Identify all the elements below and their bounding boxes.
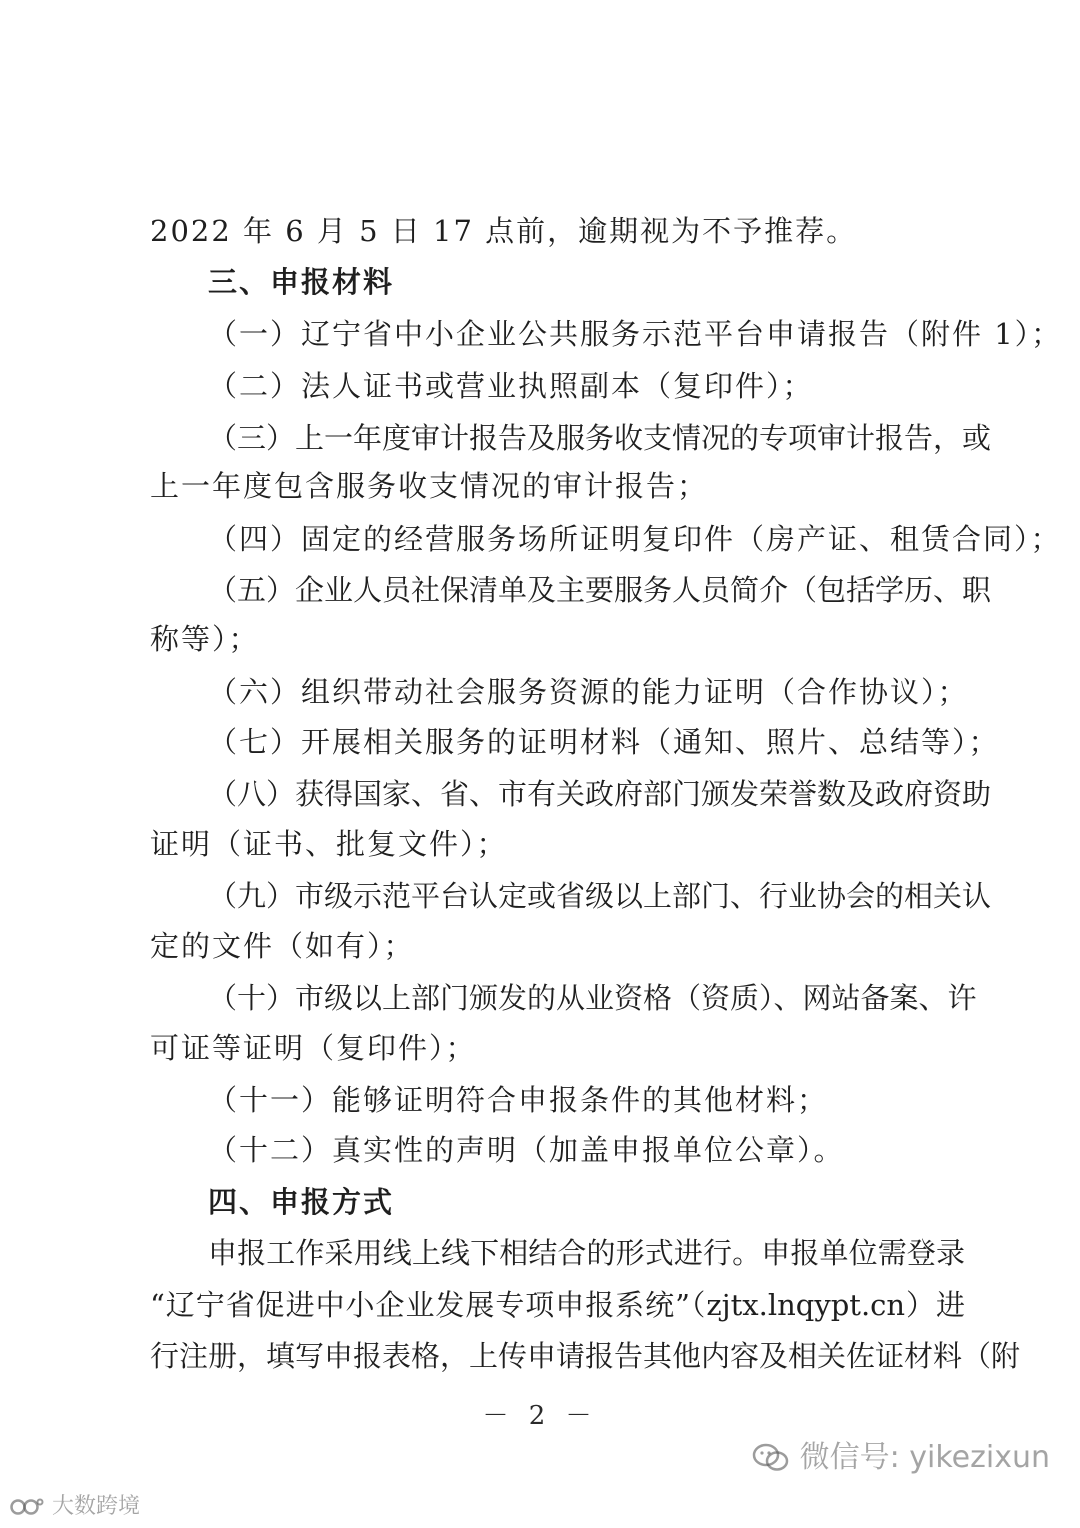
list-item-12: （十二）真实性的声明（加盖申报单位公章）。 bbox=[208, 1133, 845, 1167]
list-item-5: （五）企业人员社保清单及主要服务人员简介（包括学历、职 bbox=[208, 573, 992, 607]
list-item-2: （二）法人证书或营业执照副本（复印件）； bbox=[208, 369, 814, 403]
paragraph-line: “辽宁省促进中小企业发展专项申报系统”（zjtx.lnqypt.cn）进 bbox=[150, 1288, 965, 1322]
list-item-9-continued: 定的文件（如有）； bbox=[150, 929, 415, 963]
wechat-id-label: 微信号: yikezixun bbox=[799, 1440, 1050, 1475]
page-number: － 2 － bbox=[482, 1401, 598, 1431]
list-item-10-continued: 可证等证明（复印件）； bbox=[150, 1031, 477, 1065]
list-item-11: （十一）能够证明符合申报条件的其他材料； bbox=[208, 1083, 829, 1117]
list-item-3: （三）上一年度审计报告及服务收支情况的专项审计报告，或 bbox=[208, 421, 992, 455]
list-item-7: （七）开展相关服务的证明材料（通知、照片、总结等）； bbox=[208, 725, 1000, 759]
brand-label: 大数跨境 bbox=[52, 1494, 141, 1519]
paragraph-line: 申报工作采用线上线下相结合的形式进行。申报单位需登录 bbox=[208, 1236, 965, 1270]
paragraph-line: 2022 年 6 月 5 日 17 点前，逾期视为不予推荐。 bbox=[150, 214, 858, 248]
list-item-6: （六）组织带动社会服务资源的能力证明（合作协议）； bbox=[208, 675, 969, 709]
list-item-3-continued: 上一年度包含服务收支情况的审计报告； bbox=[150, 469, 709, 503]
list-item-1: （一）辽宁省中小企业公共服务示范平台申请报告（附件 1）； bbox=[208, 317, 1063, 351]
paragraph-line: 行注册，填写申报表格，上传申请报告其他内容及相关佐证材料（附 bbox=[150, 1339, 1021, 1373]
brand-logo-icon bbox=[10, 1496, 44, 1518]
list-item-5-continued: 称等）； bbox=[150, 622, 260, 656]
list-item-4: （四）固定的经营服务场所证明复印件（房产证、租赁合同）； bbox=[208, 522, 1062, 556]
wechat-icon bbox=[752, 1443, 790, 1473]
list-item-10: （十）市级以上部门颁发的从业资格（资质）、网站备案、许 bbox=[208, 981, 977, 1015]
list-item-9: （九）市级示范平台认定或省级以上部门、行业协会的相关认 bbox=[208, 879, 992, 913]
section-heading-method: 四、申报方式 bbox=[208, 1185, 395, 1219]
list-item-8: （八）获得国家、省、市有关政府部门颁发荣誉数及政府资助 bbox=[208, 777, 992, 811]
section-heading-materials: 三、申报材料 bbox=[208, 265, 395, 299]
wechat-watermark bbox=[752, 1438, 1050, 1478]
list-item-8-continued: 证明（证书、批复文件）； bbox=[150, 827, 508, 861]
brand-watermark bbox=[10, 1492, 140, 1522]
